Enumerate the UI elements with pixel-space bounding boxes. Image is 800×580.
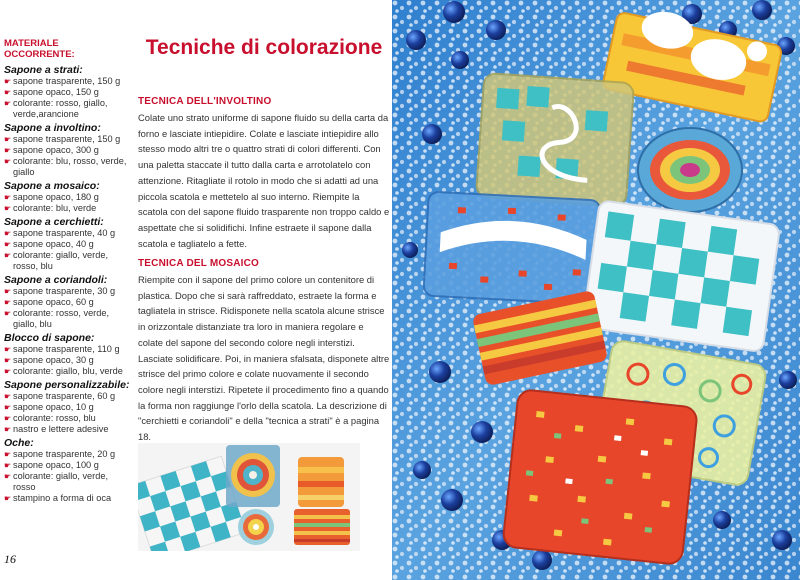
section-mosaic-technique [138, 258, 390, 445]
list-item: ☛ sapone opaco, 10 g [4, 402, 94, 412]
pointing-hand-icon: ☛ [4, 193, 12, 202]
list-item: ☛ sapone opaco, 180 g [4, 192, 99, 202]
material-group-circles [4, 216, 130, 272]
list-item: ☛ sapone opaco, 30 g [4, 355, 94, 365]
list-item: ☛ colorante: rosso, blu [4, 413, 96, 423]
material-group-title: Sapone a mosaico: [4, 180, 100, 192]
material-group-block [4, 332, 130, 377]
material-group-geese [4, 437, 130, 504]
list-item: ☛ sapone trasparente, 20 g [4, 449, 116, 459]
pointing-hand-icon: ☛ [4, 450, 12, 459]
list-item: ☛ sapone trasparente, 150 g [4, 76, 121, 86]
material-group-layered [4, 64, 130, 120]
section-heading: TECNICA DELL'INVOLTINO [138, 96, 272, 107]
pointing-hand-icon: ☛ [4, 157, 12, 166]
material-group-title: Blocco di sapone: [4, 332, 95, 344]
pointing-hand-icon: ☛ [4, 414, 12, 423]
pointing-hand-icon: ☛ [4, 461, 12, 470]
list-item: ☛ sapone opaco, 100 g [4, 460, 99, 470]
pointing-hand-icon: ☛ [4, 356, 12, 365]
pointing-hand-icon: ☛ [4, 367, 12, 376]
material-group-mosaic [4, 180, 130, 214]
list-item: ☛ sapone opaco, 300 g [4, 145, 99, 155]
list-item: ☛ colorante: rosso, verde, giallo, blu [4, 308, 110, 329]
material-group-title: Sapone a cerchietti: [4, 216, 104, 228]
page-title: Tecniche di colorazione [145, 36, 383, 59]
materials-list [4, 38, 130, 506]
pointing-hand-icon: ☛ [4, 309, 12, 318]
pointing-hand-icon: ☛ [4, 287, 12, 296]
list-item: ☛ nastro e lettere adesive [4, 424, 109, 434]
material-group-title: Sapone a strati: [4, 64, 83, 76]
pointing-hand-icon: ☛ [4, 99, 12, 108]
list-item: ☛ sapone trasparente, 40 g [4, 228, 116, 238]
list-item: ☛ sapone trasparente, 30 g [4, 286, 116, 296]
pointing-hand-icon: ☛ [4, 494, 12, 503]
material-group-rolled [4, 122, 130, 178]
pointing-hand-icon: ☛ [4, 425, 12, 434]
list-item: ☛ sapone opaco, 150 g [4, 87, 99, 97]
list-item: ☛ sapone trasparente, 60 g [4, 391, 116, 401]
pointing-hand-icon: ☛ [4, 204, 12, 213]
list-item: ☛ sapone opaco, 60 g [4, 297, 94, 307]
section-body: Riempite con il sapone del primo colore un contenitore di plastica. Dopo che si sarà raffreddato, estraete la forma e tagliatela in strisce. Ridisponete nella scatola alcune strisce in orizzontale distanziate tra loro in maniera regolare e colate del sapone del secondo colore negli interstizi. Lasciate solidificare. Poi, in maniera sfalsata, disponete altre strisce del primo colore e colate nuovamente il secondo colore negli interstizi. Ripetete il procedimento fino a quando la forma non raggiunge l'orlo della scatola. La descrizione di "cerchietti e coriandoli" e della "tecnica a strati" è a pagina 18. [138, 274, 390, 443]
pointing-hand-icon: ☛ [4, 298, 12, 307]
pointing-hand-icon: ☛ [4, 240, 12, 249]
list-item: ☛ colorante: giallo, blu, verde [4, 366, 123, 376]
section-rolled-technique [138, 96, 390, 251]
material-group-title: Sapone a involtino: [4, 122, 101, 134]
list-item: ☛ sapone opaco, 40 g [4, 239, 94, 249]
pointing-hand-icon: ☛ [4, 345, 12, 354]
list-item: ☛ sapone trasparente, 110 g [4, 344, 120, 354]
list-item: ☛ stampino a forma di oca [4, 493, 112, 503]
pointing-hand-icon: ☛ [4, 229, 12, 238]
pointing-hand-icon: ☛ [4, 146, 12, 155]
list-item: ☛ colorante: giallo, verde, rosso [4, 471, 108, 492]
material-group-title: Sapone personalizzabile: [4, 379, 130, 391]
list-item: ☛ colorante: giallo, verde, rosso, blu [4, 250, 108, 271]
material-group-title: Sapone a coriandoli: [4, 274, 108, 286]
material-group-confetti [4, 274, 130, 330]
material-group-custom [4, 379, 130, 435]
section-body: Colate uno strato uniforme di sapone fluido su della carta da forno e lasciate intiepidire. Colate e lasciate intiepidire allo stesso modo altri tre o quattro strati di colori differenti. Con una paletta staccate il tutto dalla carta e arrotolatelo con attenzione. Ritagliate il rotolo in modo che si adatti ad una piccola scatola e mettetelo al suo interno. Riempite la scatola con del sapone fluido trasparente non troppo caldo e aspettate che si solidifichi. Infine estraete il sapone dalla scatola e tagliatelo a fette. [138, 112, 390, 249]
list-item: ☛ colorante: blu, rosso, verde, giallo [4, 156, 127, 177]
pointing-hand-icon: ☛ [4, 77, 12, 86]
soap-detail-photo [138, 443, 360, 551]
pointing-hand-icon: ☛ [4, 88, 12, 97]
page-number: 16 [4, 552, 16, 566]
list-item: ☛ colorante: rosso, giallo, verde,arancione [4, 98, 108, 119]
list-item: ☛ sapone trasparente, 150 g [4, 134, 121, 144]
soap-collection-photo [392, 0, 800, 580]
materials-heading: MATERIALE OCCORRENTE: [4, 38, 75, 60]
list-item: ☛ colorante: blu, verde [4, 203, 97, 213]
pointing-hand-icon: ☛ [4, 403, 12, 412]
pointing-hand-icon: ☛ [4, 392, 12, 401]
material-group-title: Oche: [4, 437, 34, 449]
pointing-hand-icon: ☛ [4, 135, 12, 144]
pointing-hand-icon: ☛ [4, 472, 12, 481]
pointing-hand-icon: ☛ [4, 251, 12, 260]
section-heading: TECNICA DEL MOSAICO [138, 258, 260, 269]
